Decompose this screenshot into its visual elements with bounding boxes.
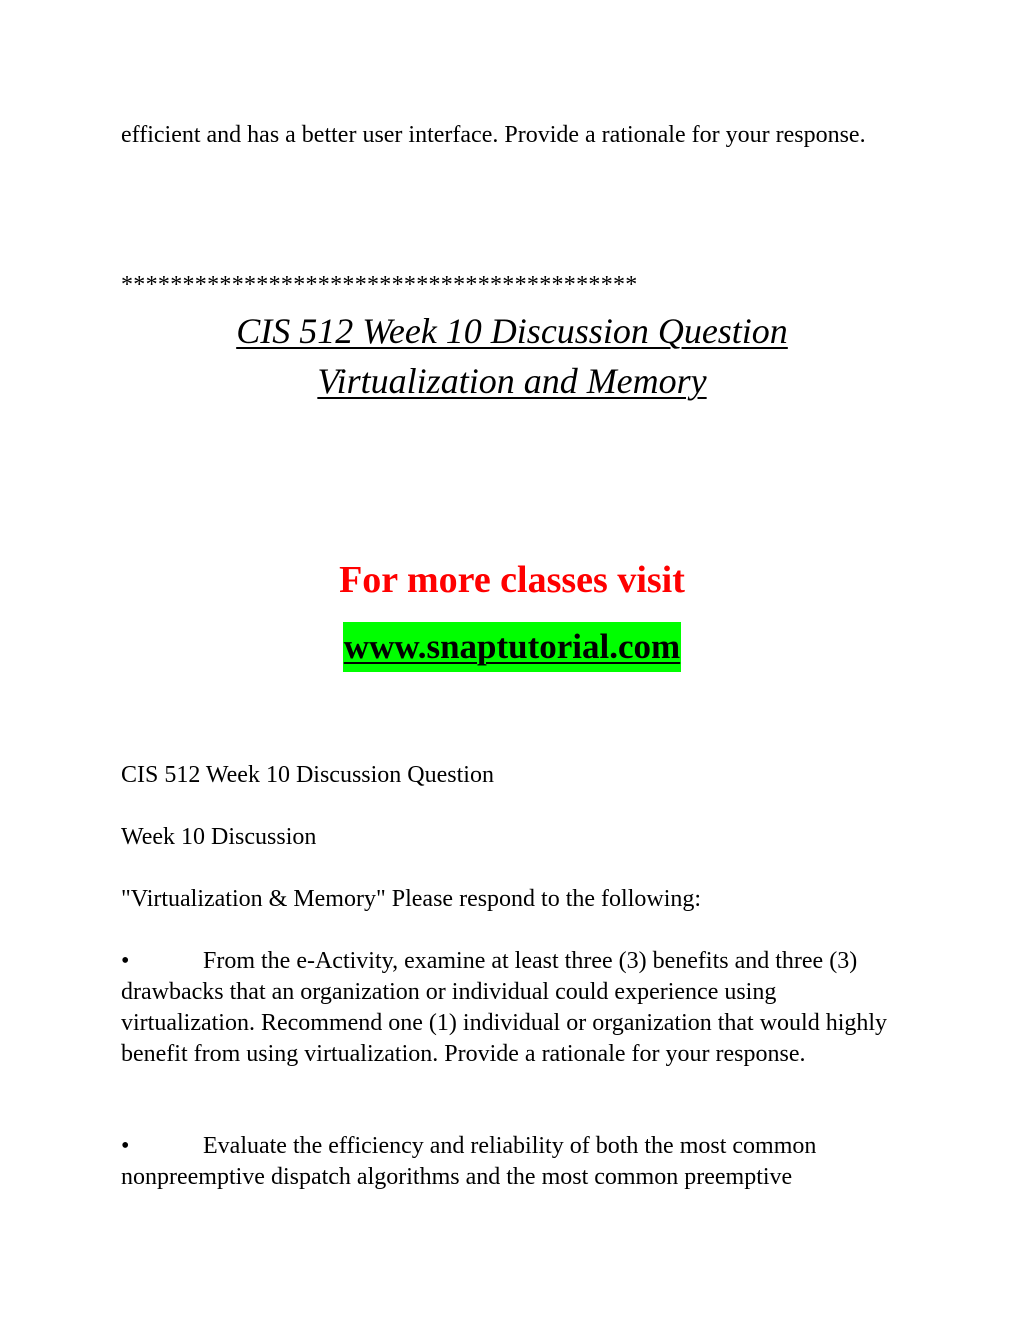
document-title-line-1[interactable]: CIS 512 Week 10 Discussion Question: [236, 311, 788, 351]
promo-link-wrapper: [0, 622, 1024, 672]
bullet-marker: •: [121, 948, 130, 974]
title-line-2-wrapper: [0, 355, 1024, 407]
bullet-text: From the e-Activity, examine at least three (3) benefits and three (3) drawbacks that an organization or individual could experience using virtualization. Recommend one (1) individual or organization that would highly benefit from using virtualization. Provide a rationale for your response.: [121, 948, 888, 1067]
bullet-item: [121, 946, 911, 1070]
title-line-1-wrapper: [0, 305, 1024, 357]
bullet-text: Evaluate the efficiency and reliability of both the most common nonpreemptive dispatch algorithms and the most common preemptive: [121, 1133, 817, 1190]
prompt-intro: "Virtualization & Memory" Please respond to the following:: [121, 886, 702, 912]
week-heading: Week 10 Discussion: [121, 824, 317, 850]
bullet-marker: •: [121, 1133, 130, 1159]
separator-stars: ******************************************: [121, 272, 638, 298]
course-heading: CIS 512 Week 10 Discussion Question: [121, 762, 494, 788]
website-link[interactable]: www.snaptutorial.com: [343, 622, 681, 672]
document-title-line-2[interactable]: Virtualization and Memory: [317, 361, 707, 401]
promo-heading: For more classes visit: [339, 559, 685, 601]
intro-text: efficient and has a better user interface. Provide a rationale for your response.: [121, 122, 866, 148]
bullet-item: [121, 1131, 911, 1193]
